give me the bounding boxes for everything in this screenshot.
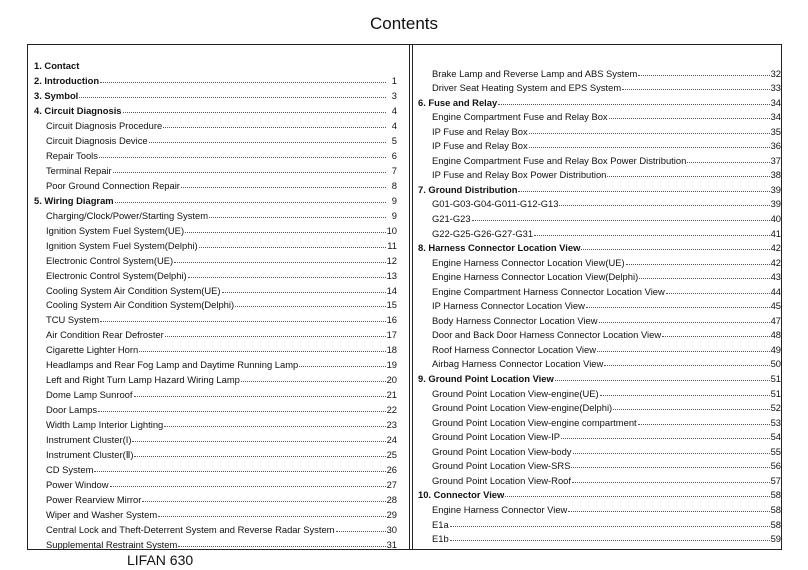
toc-entry-title: Ground Point Location View-engine compartment bbox=[432, 416, 637, 428]
toc-leader-dots bbox=[94, 470, 385, 472]
toc-entry-title: 8. Harness Connector Location View bbox=[418, 242, 581, 254]
toc-entry-title: Engine Harness Connector View bbox=[432, 503, 568, 515]
toc-section-row[interactable] bbox=[418, 239, 781, 254]
toc-page-number: 33 bbox=[770, 82, 781, 94]
toc-leader-dots bbox=[581, 248, 769, 250]
toc-section-row[interactable] bbox=[34, 101, 397, 116]
toc-leader-dots bbox=[450, 539, 770, 541]
toc-entry-title: Brake Lamp and Reverse Lamp and ABS System bbox=[432, 67, 638, 79]
toc-page-number: 42 bbox=[770, 242, 781, 254]
toc-leader-dots bbox=[299, 365, 385, 367]
toc-entry-row[interactable] bbox=[418, 530, 781, 545]
toc-page-number: 5 bbox=[391, 134, 397, 146]
toc-entry-title: Airbag Harness Connector Location View bbox=[432, 358, 604, 370]
toc-leader-dots bbox=[199, 246, 386, 248]
toc-leader-dots bbox=[638, 423, 770, 425]
toc-entry-title: 5. Wiring Diagram bbox=[34, 194, 114, 206]
toc-page-number: 18 bbox=[386, 344, 397, 356]
toc-entry-title: 2. Introduction bbox=[34, 74, 100, 86]
toc-entry-title: Ground Point Location View-SRS bbox=[432, 460, 571, 472]
toc-leader-dots bbox=[188, 276, 386, 278]
toc-entry-row[interactable] bbox=[418, 195, 781, 210]
toc-leader-dots bbox=[505, 495, 769, 497]
toc-entry-title: Power Window bbox=[46, 479, 109, 491]
toc-entry-title: Body Harness Connector Location View bbox=[432, 314, 598, 326]
toc-entry-title: Engine Compartment Harness Connector Location View bbox=[432, 285, 665, 297]
toc-entry-title: Ground Point Location View-engine(Delphi) bbox=[432, 402, 613, 414]
toc-page-number: 41 bbox=[770, 227, 781, 239]
toc-entry-row[interactable] bbox=[34, 520, 397, 535]
toc-leader-dots bbox=[241, 380, 386, 382]
toc-leader-dots bbox=[638, 74, 769, 76]
toc-page-number: 24 bbox=[386, 434, 397, 446]
toc-page-number: 36 bbox=[770, 140, 781, 152]
toc-entry-row[interactable] bbox=[34, 415, 397, 430]
toc-section-row[interactable] bbox=[418, 93, 781, 108]
toc-page-number: 19 bbox=[386, 359, 397, 371]
column-divider bbox=[409, 44, 413, 550]
toc-entry-title: IP Fuse and Relay Box Power Distribution bbox=[432, 169, 607, 181]
toc-entry-title: Door Lamps bbox=[46, 404, 98, 416]
toc-page-number: 20 bbox=[386, 374, 397, 386]
toc-leader-dots bbox=[209, 216, 386, 218]
toc-entry-row[interactable] bbox=[34, 445, 397, 460]
toc-entry-row[interactable] bbox=[34, 385, 397, 400]
toc-leader-dots bbox=[622, 88, 769, 90]
toc-entry-row[interactable] bbox=[418, 311, 781, 326]
toc-leader-dots bbox=[123, 111, 386, 113]
toc-entry-row[interactable] bbox=[34, 221, 397, 236]
toc-leader-dots bbox=[79, 96, 386, 98]
toc-entry-title: G21-G23 bbox=[432, 213, 471, 225]
toc-entry-row[interactable] bbox=[418, 515, 781, 530]
toc-entry-row[interactable] bbox=[418, 268, 781, 283]
toc-entry-title: Engine Compartment Fuse and Relay Box bbox=[432, 111, 608, 123]
toc-entry-row[interactable] bbox=[34, 176, 397, 191]
toc-entry-title: TCU System bbox=[46, 314, 100, 326]
toc-page-number: 9 bbox=[391, 194, 397, 206]
toc-page-number: 13 bbox=[386, 269, 397, 281]
toc-entry-title: CD System bbox=[46, 464, 94, 476]
toc-entry-row[interactable] bbox=[34, 281, 397, 296]
toc-leader-dots bbox=[572, 481, 770, 483]
toc-entry-row[interactable] bbox=[418, 399, 781, 414]
toc-entry-title: Engine Harness Connector Location View(UE) bbox=[432, 256, 625, 268]
toc-leader-dots bbox=[181, 186, 386, 188]
toc-entry-row[interactable] bbox=[418, 413, 781, 428]
toc-entry-row[interactable] bbox=[418, 64, 781, 79]
toc-entry-title: Terminal Repair bbox=[46, 164, 112, 176]
toc-leader-dots bbox=[134, 455, 385, 457]
toc-entry-title: 3. Symbol bbox=[34, 89, 79, 101]
toc-leader-dots bbox=[158, 515, 385, 517]
toc-entry-title: 10. Connector View bbox=[418, 489, 505, 501]
toc-leader-dots bbox=[149, 141, 386, 143]
toc-page-number: 12 bbox=[386, 254, 397, 266]
toc-section-row[interactable] bbox=[418, 369, 781, 384]
toc-entry-row[interactable] bbox=[34, 460, 397, 475]
toc-leader-dots bbox=[336, 530, 386, 532]
toc-entry-row[interactable] bbox=[418, 326, 781, 341]
toc-entry-row[interactable] bbox=[418, 355, 781, 370]
toc-page-number: 52 bbox=[770, 402, 781, 414]
toc-entry-title: Air Condition Rear Defroster bbox=[46, 329, 164, 341]
toc-entry-title: Ground Point Location View-body bbox=[432, 445, 572, 457]
toc-entry-row[interactable] bbox=[34, 146, 397, 161]
toc-page-number: 54 bbox=[770, 431, 781, 443]
toc-leader-dots bbox=[472, 219, 770, 221]
toc-entry-row[interactable] bbox=[34, 370, 397, 385]
toc-leader-dots bbox=[599, 321, 770, 323]
toc-entry-title: IP Harness Connector Location View bbox=[432, 300, 585, 312]
toc-entry-title: E1b bbox=[432, 533, 449, 545]
toc-page-number: 30 bbox=[386, 524, 397, 535]
toc-leader-dots bbox=[139, 350, 385, 352]
toc-entry-title: IP Fuse and Relay Box bbox=[432, 140, 528, 152]
toc-entry-title: Electronic Control System(Delphi) bbox=[46, 269, 187, 281]
toc-page-number: 32 bbox=[770, 67, 781, 79]
toc-entry-row[interactable] bbox=[34, 340, 397, 355]
toc-page-number: 4 bbox=[391, 104, 397, 116]
toc-page-number: 51 bbox=[770, 387, 781, 399]
toc-entry-row[interactable] bbox=[418, 500, 781, 515]
toc-page-number: 59 bbox=[770, 533, 781, 545]
toc-leader-dots bbox=[498, 103, 769, 105]
toc-leader-dots bbox=[178, 545, 385, 547]
toc-entry-title: 6. Fuse and Relay bbox=[418, 96, 498, 108]
toc-leader-dots bbox=[529, 132, 770, 134]
toc-entry-title: Headlamps and Rear Fog Lamp and Daytime Running Lamp bbox=[46, 359, 299, 371]
toc-leader-dots bbox=[518, 190, 769, 192]
toc-entry-row[interactable] bbox=[418, 209, 781, 224]
toc-entry-row[interactable] bbox=[418, 151, 781, 166]
toc-page-number: 21 bbox=[386, 389, 397, 401]
toc-page-number: 17 bbox=[386, 329, 397, 341]
toc-leader-dots bbox=[639, 277, 769, 279]
toc-leader-dots bbox=[568, 510, 769, 512]
toc-leader-dots bbox=[597, 350, 770, 352]
toc-leader-dots bbox=[573, 452, 770, 454]
toc-leader-dots bbox=[142, 500, 385, 502]
toc-entry-row[interactable] bbox=[34, 206, 397, 221]
toc-entry-row[interactable] bbox=[34, 161, 397, 176]
toc-entry-title: Central Lock and Theft-Deterrent System and Reverse Radar System bbox=[46, 524, 335, 535]
toc-page-number: 39 bbox=[770, 183, 781, 195]
toc-page-number: 55 bbox=[770, 445, 781, 457]
toc-page-number: 3 bbox=[391, 89, 397, 101]
toc-page-number: 50 bbox=[770, 358, 781, 370]
toc-entry-title: Power Rearview Mirror bbox=[46, 494, 142, 506]
toc-entry-row[interactable] bbox=[418, 384, 781, 399]
toc-page-number: 25 bbox=[386, 449, 397, 461]
toc-page-number: 42 bbox=[770, 256, 781, 268]
toc-entry-title: Door and Back Door Harness Connector Location View bbox=[432, 329, 662, 341]
toc-leader-dots bbox=[604, 364, 769, 366]
toc-entry-title: Supplemental Restraint System bbox=[46, 538, 178, 550]
toc-leader-dots bbox=[586, 306, 770, 308]
toc-leader-dots bbox=[571, 466, 769, 468]
toc-entry-title: Driver Seat Heating System and EPS System bbox=[432, 82, 622, 94]
toc-entry-row[interactable] bbox=[418, 224, 781, 239]
toc-section-row[interactable] bbox=[34, 56, 397, 71]
toc-leader-dots bbox=[165, 335, 386, 337]
toc-page-number: 6 bbox=[391, 149, 397, 161]
toc-leader-dots bbox=[534, 234, 769, 236]
toc-page-number: 49 bbox=[770, 343, 781, 355]
toc-page-number: 10 bbox=[386, 224, 397, 236]
toc-entry-title: Wiper and Washer System bbox=[46, 509, 158, 521]
toc-entry-row[interactable] bbox=[34, 310, 397, 325]
toc-section-row[interactable] bbox=[418, 180, 781, 195]
toc-leader-dots bbox=[450, 525, 770, 527]
toc-page-number: 34 bbox=[770, 96, 781, 108]
toc-entry-row[interactable] bbox=[418, 340, 781, 355]
toc-leader-dots bbox=[98, 410, 385, 412]
toc-page-number: 4 bbox=[391, 119, 397, 131]
toc-page-number: 51 bbox=[770, 373, 781, 385]
toc-entry-title: 1. Contact bbox=[34, 59, 80, 71]
toc-entry-title: Engine Compartment Fuse and Relay Box Power Distribution bbox=[432, 154, 687, 166]
toc-entry-row[interactable] bbox=[418, 471, 781, 486]
toc-entry-title: Left and Right Turn Lamp Hazard Wiring Lamp bbox=[46, 374, 240, 386]
toc-entry-row[interactable] bbox=[34, 236, 397, 251]
toc-entry-title: Cigarette Lighter Horn bbox=[46, 344, 139, 356]
toc-leader-dots bbox=[613, 408, 769, 410]
toc-section-row[interactable] bbox=[34, 71, 397, 86]
toc-entry-title: Charging/Clock/Power/Starting System bbox=[46, 209, 209, 221]
toc-page-number: 40 bbox=[770, 213, 781, 225]
toc-page-number: 29 bbox=[386, 509, 397, 521]
toc-entry-title: Dome Lamp Sunroof bbox=[46, 389, 133, 401]
toc-entry-row[interactable] bbox=[418, 442, 781, 457]
toc-page-number: 35 bbox=[770, 125, 781, 137]
toc-leader-dots bbox=[687, 161, 769, 163]
toc-page-number: 7 bbox=[391, 164, 397, 176]
footer-model: LIFAN 630 bbox=[127, 552, 194, 568]
toc-entry-title: Ground Point Location View-IP bbox=[432, 431, 561, 443]
toc-left-column bbox=[34, 56, 397, 550]
toc-entry-title: Circuit Diagnosis Device bbox=[46, 134, 148, 146]
toc-leader-dots bbox=[561, 437, 770, 439]
toc-leader-dots bbox=[555, 379, 770, 381]
toc-page-number: 58 bbox=[770, 489, 781, 501]
toc-page-number: 31 bbox=[386, 538, 397, 550]
toc-page-number: 8 bbox=[391, 179, 397, 191]
toc-page-number: 39 bbox=[770, 198, 781, 210]
toc-entry-title: Instrument Cluster(I) bbox=[46, 434, 132, 446]
toc-section-row[interactable] bbox=[34, 191, 397, 206]
toc-entry-row[interactable] bbox=[34, 475, 397, 490]
toc-page-number: 37 bbox=[770, 154, 781, 166]
toc-leader-dots bbox=[164, 425, 385, 427]
toc-page-number: 26 bbox=[386, 464, 397, 476]
toc-page-number: 43 bbox=[770, 271, 781, 283]
toc-entry-row[interactable] bbox=[34, 430, 397, 445]
toc-leader-dots bbox=[115, 201, 386, 203]
toc-leader-dots bbox=[100, 81, 386, 83]
toc-entry-title: Width Lamp Interior Lighting bbox=[46, 419, 164, 431]
toc-page-number: 58 bbox=[770, 518, 781, 530]
toc-page-number: 58 bbox=[770, 503, 781, 515]
toc-section-row[interactable] bbox=[34, 86, 397, 101]
toc-page-number: 15 bbox=[386, 299, 397, 311]
toc-entry-row[interactable] bbox=[34, 400, 397, 415]
toc-entry-title: G01-G03-G04-G011-G12-G13 bbox=[432, 198, 559, 210]
toc-entry-title: Ground Point Location View-engine(UE) bbox=[432, 387, 599, 399]
toc-leader-dots bbox=[185, 231, 386, 233]
toc-right-column bbox=[418, 64, 781, 544]
toc-leader-dots bbox=[609, 117, 770, 119]
toc-entry-title: Electronic Control System(UE) bbox=[46, 254, 174, 266]
toc-leader-dots bbox=[529, 146, 770, 148]
toc-entry-row[interactable] bbox=[34, 355, 397, 370]
toc-leader-dots bbox=[100, 320, 385, 322]
toc-page-number: 48 bbox=[770, 329, 781, 341]
toc-entry-title: IP Fuse and Relay Box bbox=[432, 125, 528, 137]
toc-entry-title: Ignition System Fuel System(Delphi) bbox=[46, 239, 198, 251]
toc-page-number: 57 bbox=[770, 474, 781, 486]
toc-entry-row[interactable] bbox=[418, 428, 781, 443]
toc-entry-title: Instrument Cluster(Ⅱ) bbox=[46, 449, 134, 461]
toc-page-number: 9 bbox=[391, 209, 397, 221]
toc-entry-row[interactable] bbox=[418, 122, 781, 137]
toc-leader-dots bbox=[99, 156, 386, 158]
toc-entry-row[interactable] bbox=[34, 325, 397, 340]
toc-entry-title: Cooling System Air Condition System(UE) bbox=[46, 284, 221, 296]
toc-page-number: 47 bbox=[770, 314, 781, 326]
toc-leader-dots bbox=[110, 485, 386, 487]
toc-leader-dots bbox=[662, 335, 769, 337]
toc-entry-row[interactable] bbox=[418, 166, 781, 181]
toc-page-number: 23 bbox=[386, 419, 397, 431]
toc-page-number: 22 bbox=[386, 404, 397, 416]
toc-page-number: 34 bbox=[770, 111, 781, 123]
toc-section-row[interactable] bbox=[418, 486, 781, 501]
toc-page-number: 44 bbox=[770, 285, 781, 297]
toc-leader-dots bbox=[607, 175, 769, 177]
toc-page-number: 16 bbox=[386, 314, 397, 326]
toc-leader-dots bbox=[600, 394, 770, 396]
toc-entry-title: Ignition System Fuel System(UE) bbox=[46, 224, 185, 236]
toc-entry-title: G22-G25-G26-G27-G31 bbox=[432, 227, 534, 239]
toc-entry-row[interactable] bbox=[34, 251, 397, 266]
toc-leader-dots bbox=[163, 126, 386, 128]
toc-leader-dots bbox=[666, 292, 770, 294]
toc-page-number: 28 bbox=[386, 494, 397, 506]
page-title: Contents bbox=[369, 14, 439, 33]
toc-leader-dots bbox=[222, 291, 386, 293]
toc-entry-row[interactable] bbox=[418, 79, 781, 94]
toc-entry-row[interactable] bbox=[34, 535, 397, 550]
toc-entry-row[interactable] bbox=[34, 505, 397, 520]
toc-entry-title: Ground Point Location View-Roof bbox=[432, 474, 571, 486]
toc-page-number: 56 bbox=[770, 460, 781, 472]
toc-entry-row[interactable] bbox=[34, 131, 397, 146]
toc-entry-title: Repair Tools bbox=[46, 149, 98, 161]
toc-entry-title: Roof Harness Connector Location View bbox=[432, 343, 596, 355]
toc-entry-row[interactable] bbox=[34, 296, 397, 311]
toc-entry-row[interactable] bbox=[418, 282, 781, 297]
toc-page-number: 14 bbox=[386, 284, 397, 296]
toc-leader-dots bbox=[174, 261, 385, 263]
toc-entry-title: 9. Ground Point Location View bbox=[418, 373, 554, 385]
toc-page-number: 45 bbox=[770, 300, 781, 312]
toc-page-number: 11 bbox=[387, 239, 397, 251]
toc-entry-row[interactable] bbox=[418, 457, 781, 472]
toc-entry-row[interactable] bbox=[34, 490, 397, 505]
toc-leader-dots bbox=[134, 395, 386, 397]
toc-entry-title: Circuit Diagnosis Procedure bbox=[46, 119, 163, 131]
toc-entry-row[interactable] bbox=[418, 253, 781, 268]
toc-entry-row[interactable] bbox=[418, 137, 781, 152]
toc-entry-title: 7. Ground Distribution bbox=[418, 183, 518, 195]
toc-entry-row[interactable] bbox=[418, 108, 781, 123]
toc-page-number: 27 bbox=[386, 479, 397, 491]
toc-page-number: 1 bbox=[391, 74, 397, 86]
toc-entry-row[interactable] bbox=[418, 297, 781, 312]
toc-entry-title: E1a bbox=[432, 518, 449, 530]
toc-entry-title: Poor Ground Connection Repair bbox=[46, 179, 180, 191]
toc-page-number: 53 bbox=[770, 416, 781, 428]
toc-leader-dots bbox=[132, 440, 385, 442]
toc-leader-dots bbox=[235, 305, 385, 307]
toc-leader-dots bbox=[559, 204, 769, 206]
toc-entry-title: 4. Circuit Diagnosis bbox=[34, 104, 122, 116]
toc-leader-dots bbox=[626, 263, 770, 265]
toc-page-number: 38 bbox=[770, 169, 781, 181]
toc-leader-dots bbox=[113, 171, 386, 173]
toc-entry-title: Cooling System Air Condition System(Delphi) bbox=[46, 299, 235, 311]
toc-entry-title: Engine Harness Connector Location View(Delphi) bbox=[432, 271, 639, 283]
toc-entry-row[interactable] bbox=[34, 116, 397, 131]
toc-entry-row[interactable] bbox=[34, 266, 397, 281]
